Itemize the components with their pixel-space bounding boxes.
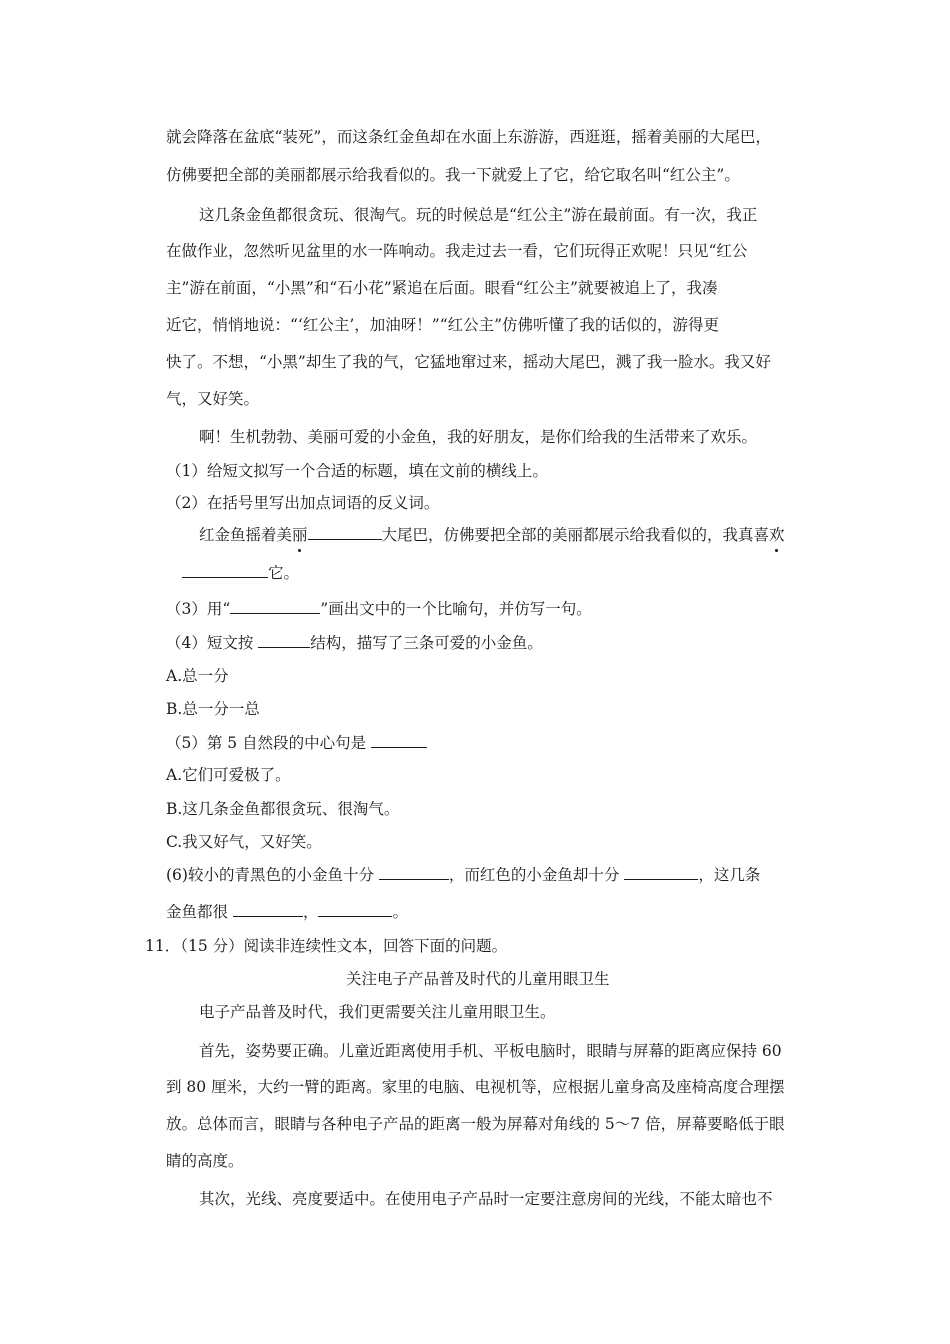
text-line: 气，又好笑。 [166,390,260,408]
answer-blank[interactable] [308,524,382,540]
answer-blank[interactable] [258,632,310,648]
answer-blank[interactable] [379,864,449,880]
dotted-word: 欢 [769,526,785,544]
option-a[interactable]: A.它们可爱极了。 [166,766,291,784]
question-2: （2）在括号里写出加点词语的反义词。 [166,494,440,512]
text-line: 仿佛要把全部的美丽都展示给我看似的。我一下就爱上了它，给它取名叫“红公主”。 [166,166,740,184]
answer-blank[interactable] [230,598,320,614]
text-line: 近它，悄悄地说：“‘红公主’，加油呀！”“红公主”仿佛听懂了我的话似的，游得更 [166,316,720,334]
article-title: 关注电子产品普及时代的儿童用眼卫生 [346,970,610,988]
option-c[interactable]: C.我又好气，又好笑。 [166,833,322,851]
question-4: （4）短文按 结构，描写了三条可爱的小金鱼。 [166,634,543,652]
text-line: 这几条金鱼都很贪玩、很淘气。玩的时候总是“红公主”游在最前面。有一次，我正 [199,206,758,224]
text-line: 电子产品普及时代，我们更需要关注儿童用眼卫生。 [199,1003,556,1021]
answer-blank[interactable] [182,562,268,578]
answer-blank[interactable] [371,732,427,748]
question-2-sentence-2: 它。 [166,562,299,584]
dotted-word: 丽 [292,526,308,544]
text-line: 啊！生机勃勃、美丽可爱的小金鱼，我的好朋友，是你们给我的生活带来了欢乐。 [199,428,758,446]
question-5: （5）第 5 自然段的中心句是 [166,732,427,754]
text-line: 在做作业，忽然听见盆里的水一阵响动。我走过去一看，它们玩得正欢呢！只见“红公 [166,242,748,260]
text-line: 主”游在前面，“小黑”和“石小花”紧追在后面。眼看“红公主”就要被追上了，我凑 [166,279,718,297]
question-3: （3）用“ ”画出文中的一个比喻句，并仿写一句。 [166,600,592,618]
text-line: 睛的高度。 [166,1152,244,1170]
text-line: 其次，光线、亮度要适中。在使用电子产品时一定要注意房间的光线，不能太暗也不 [199,1190,773,1208]
question-6: (6)较小的青黑色的小金鱼十分 ，而红色的小金鱼却十分 ，这几条 [166,866,761,884]
question-2-sentence-1: 红金鱼摇着美丽 大尾巴，仿佛要把全部的美丽都展示给我看似的，我真喜欢 [199,526,785,544]
question-11-header: 11．（15 分）阅读非连续性文本，回答下面的问题。 [145,937,508,955]
text-line: 首先，姿势要正确。儿童近距离使用手机、平板电脑时，眼睛与屏幕的距离应保持 60 [199,1042,782,1060]
question-1: （1）给短文拟写一个合适的标题，填在文前的横线上。 [166,462,548,480]
question-6-continued: 金鱼都很 ， 。 [166,903,408,921]
option-b[interactable]: B.总一分一总 [166,700,260,718]
answer-blank[interactable] [318,901,392,917]
text-line: 放。总体而言，眼睛与各种电子产品的距离一般为屏幕对角线的 5～7 倍，屏幕要略低于眼 [166,1115,785,1133]
answer-blank[interactable] [624,864,698,880]
answer-blank[interactable] [233,901,303,917]
text-line: 快了。不想，“小黑”却生了我的气，它猛地窜过来，摇动大尾巴，溅了我一脸水。我又好 [166,353,771,371]
option-a[interactable]: A.总一分 [166,667,229,685]
text-line: 到 80 厘米，大约一臂的距离。家里的电脑、电视机等，应根据儿童身高及座椅高度合理摆 [166,1078,785,1096]
text-line: 就会降落在盆底“装死”，而这条红金鱼却在水面上东游游，西逛逛，摇着美丽的大尾巴， [166,128,771,146]
option-b[interactable]: B.这几条金鱼都很贪玩、很淘气。 [166,800,400,818]
